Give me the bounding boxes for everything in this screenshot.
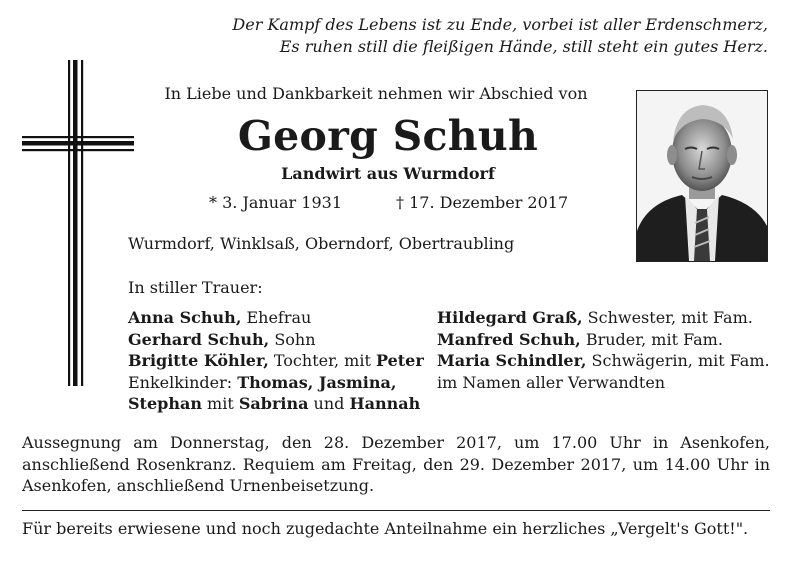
mourner-row xyxy=(128,350,424,372)
mourner-row xyxy=(437,329,770,351)
death-date: † 17. Dezember 2017 xyxy=(396,193,569,212)
mourner-row xyxy=(437,350,770,372)
mourner-row xyxy=(128,307,424,329)
mourner-name: Anna Schuh, xyxy=(128,308,242,327)
mourners-left-column xyxy=(128,307,424,415)
service-details: Aussegnung am Donnerstag, den 28. Dezember 2017, um 17.00 Uhr in Asenkofen, anschließend Rosenkranz. Requiem am Freitag, den 29. Dezember 2017, um 14.00 Uhr in Asenkofen, anschließend Urnenbeisetzung. xyxy=(22,433,770,495)
grandchildren-row xyxy=(128,393,424,415)
deceased-name: Georg Schuh xyxy=(237,112,539,160)
relatives-line: im Namen aller Verwandten xyxy=(437,372,666,392)
grandchildren-label: Enkelkinder: xyxy=(128,372,238,392)
mourner-relation: Ehefrau xyxy=(241,308,312,327)
mourning-label: In stiller Trauer: xyxy=(128,278,263,297)
poem-line-2: Es ruhen still die fleißigen Hände, still steht ein gutes Herz. xyxy=(279,37,768,56)
mourner-name: Maria Schindler, xyxy=(437,351,587,370)
grandchildren-joiner: mit xyxy=(201,394,239,413)
mourner-name: Hildegard Graß, xyxy=(437,308,583,327)
mourner-relation: Schwägerin, mit Fam. xyxy=(586,351,770,370)
mourner-relation: Bruder, mit Fam. xyxy=(580,329,723,349)
grandchild-names: Thomas, Jasmina, xyxy=(237,372,397,392)
divider-line xyxy=(22,510,770,511)
mourner-name: Peter xyxy=(375,351,424,370)
mourner-relation: Sohn xyxy=(269,329,316,349)
intro-line: In Liebe und Dankbarkeit nehmen wir Abschied von xyxy=(164,84,588,103)
grandchild-name: Sabrina xyxy=(238,394,309,413)
grandchildren-joiner: und xyxy=(308,394,350,413)
mourners-right-column xyxy=(437,307,770,393)
mourner-relation: Schwester, mit Fam. xyxy=(582,308,753,327)
cross-icon xyxy=(22,60,134,386)
mourner-name: Gerhard Schuh, xyxy=(128,329,270,349)
mourner-name: Manfred Schuh, xyxy=(437,329,581,349)
thanks-line: Für bereits erwiesene und noch zugedachte Anteilnahme ein herzliches „Vergelt's Gott!". xyxy=(22,519,749,538)
places-list: Wurmdorf, Winklsaß, Oberndorf, Obertraubling xyxy=(128,234,515,253)
grandchildren-row xyxy=(128,372,424,394)
deceased-occupation: Landwirt aus Wurmdorf xyxy=(281,164,495,183)
poem-verse xyxy=(168,14,768,58)
mourner-name: Brigitte Köhler, xyxy=(128,351,269,370)
poem-line-1: Der Kampf des Lebens ist zu Ende, vorbei ist aller Erdenschmerz, xyxy=(232,15,768,34)
grandchild-name: Stephan xyxy=(128,394,202,413)
mourner-row xyxy=(128,329,424,351)
mourner-row xyxy=(437,307,770,329)
grandchild-name: Hannah xyxy=(349,394,421,413)
portrait-photo xyxy=(636,90,768,262)
mourner-relation: Tochter, mit xyxy=(268,351,376,370)
birth-date: * 3. Januar 1931 xyxy=(209,193,342,212)
